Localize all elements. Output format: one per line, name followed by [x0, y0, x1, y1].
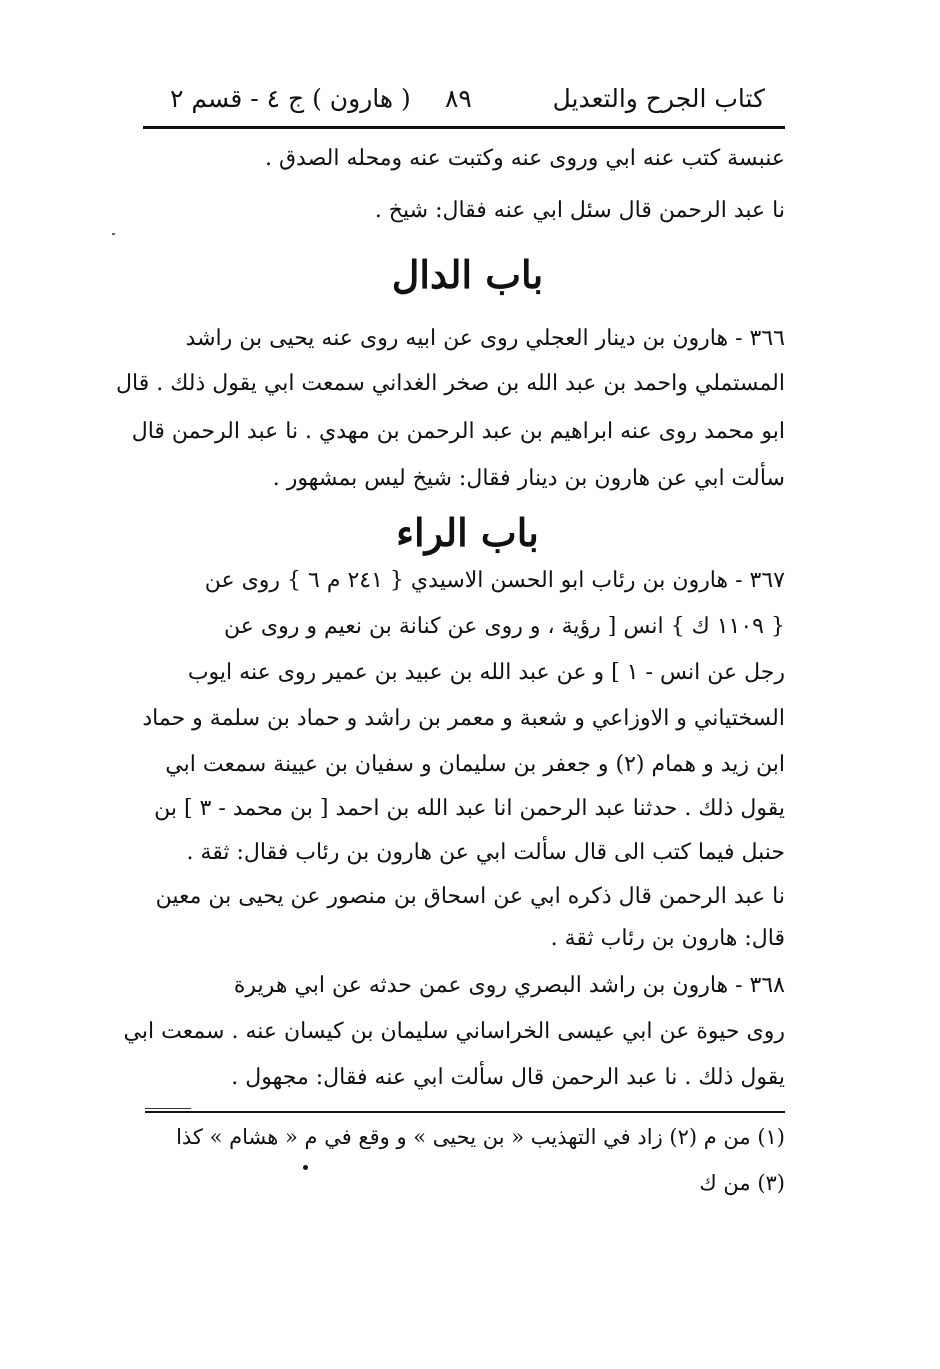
running-header [145, 80, 785, 124]
section-label: ( هارون ) ج ٤ - قسم ٢ [170, 84, 411, 113]
header-rule [143, 126, 785, 129]
footnote-line: (١) من م (٢) زاد في التهذيب « بن يحيى » و وقع في م « هشام » كذا [176, 1125, 785, 1149]
text-line: { ١١٠٩ ك } انس [ رؤية ، و روى عن كنانة بن نعيم و روى عن [224, 614, 785, 639]
text-line: نا عبد الرحمن قال سئل ابي عنه فقال: شيخ . [374, 198, 785, 223]
chapter-heading-dal: باب الدال [391, 252, 544, 297]
ink-dot [303, 1165, 308, 1170]
text-line: حنبل فيما كتب الى قال سألت ابي عن هارون بن رئاب فقال: ثقة . [186, 840, 785, 865]
text-line: ابن زيد و همام (٢) و جعفر بن سليمان و سفيان بن عيينة سمعت ابي [165, 752, 785, 777]
footnote-line: (٣) من ك [699, 1171, 785, 1195]
text-line: السختياني و الاوزاعي و شعبة و معمر بن راشد و حماد بن سلمة و حماد [142, 706, 785, 731]
page-number: ٨٩ [445, 84, 472, 113]
text-line: ٣٦٧ - هارون بن رئاب ابو الحسن الاسيدي { ٢٤١ م ٦ } روى عن [204, 568, 785, 593]
book-title: كتاب الجرح والتعديل [552, 84, 765, 113]
text-line: سألت ابي عن هارون بن دينار فقال: شيخ ليس بمشهور . [272, 466, 785, 491]
text-line: عنبسة كتب عنه ابي وروى عنه وكتبت عنه ومحله الصدق . [265, 146, 785, 171]
footnote-rule [145, 1111, 785, 1113]
footnote-rule-short [145, 1108, 191, 1109]
text-line: المستملي واحمد بن عبد الله بن صخر الغداني سمعت ابي يقول ذلك . قال [116, 371, 785, 396]
text-line: ابو محمد روى عنه ابراهيم بن عبد الرحمن بن مهدي . نا عبد الرحمن قال [131, 419, 785, 444]
text-line: نا عبد الرحمن قال ذكره ابي عن اسحاق بن منصور عن يحيى بن معين [155, 884, 785, 909]
chapter-heading-ra: باب الراء [396, 510, 539, 555]
margin-mark [112, 233, 115, 235]
text-line: ٣٦٨ - هارون بن راشد البصري روى عمن حدثه عن ابي هريرة [233, 973, 785, 998]
text-line: روى حيوة عن ابي عيسى الخراساني سليمان بن كيسان عنه . سمعت ابي [123, 1019, 785, 1044]
text-line: يقول ذلك . حدثنا عبد الرحمن انا عبد الله بن احمد [ بن محمد - ٣ ] بن [154, 796, 785, 821]
text-line: يقول ذلك . نا عبد الرحمن قال سألت ابي عنه فقال: مجهول . [231, 1065, 785, 1090]
text-line: قال: هارون بن رئاب ثقة . [550, 926, 785, 951]
text-line: ٣٦٦ - هارون بن دينار العجلي روى عن ابيه روى عنه يحيى بن راشد [185, 326, 785, 351]
text-line: رجل عن انس - ١ ] و عن عبد الله بن عبيد بن عمير روى عنه ايوب [187, 660, 785, 685]
